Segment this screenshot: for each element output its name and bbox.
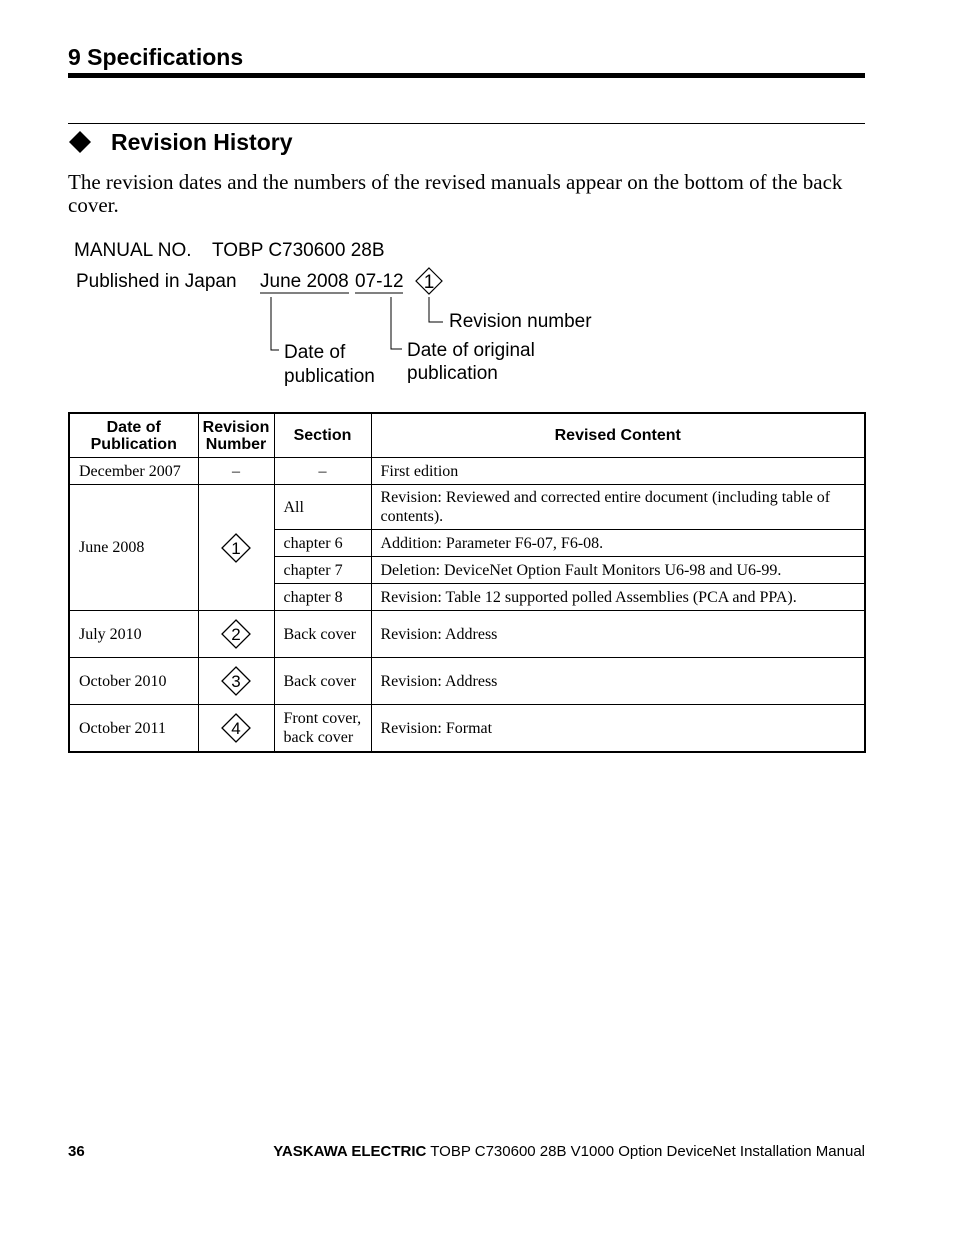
revision-cell [198,485,274,611]
intro-paragraph: The revision dates and the numbers of the revised manuals appear on the bottom of the back cover. [68,170,843,217]
section-cell: – [274,458,371,485]
content-cell: Deletion: DeviceNet Option Fault Monitors U6-98 and U6-99. [371,557,865,584]
revision-cell [198,611,274,658]
svg-text:1: 1 [231,538,241,558]
callout-line-pub-date [271,297,279,350]
table-row [69,658,865,705]
callout-date-original-1: Date of original [407,340,535,361]
footer-doc-title: TOBP C730600 28B V1000 Option DeviceNet Installation Manual [430,1143,865,1160]
section-cell: Front cover, back cover [274,705,371,753]
chapter-title: 9 Specifications [68,44,244,70]
manual-no-value: TOBP C730600 28B [212,240,385,261]
section-cell: Back cover [274,658,371,705]
table-row [69,705,865,753]
svg-text:4: 4 [231,719,241,738]
callout-date-original-2: publication [407,363,498,384]
callout-date-of-publication-1: Date of [284,342,346,363]
callout-line-orig-date [391,297,402,349]
revision-diamond-icon [221,619,251,649]
date-cell: July 2010 [69,611,198,658]
pub-date-example: June 2008 [260,271,349,292]
svg-text:3: 3 [231,672,241,691]
date-cell: October 2011 [69,705,198,753]
callout-date-of-publication-2: publication [284,366,375,387]
page-number: 36 [68,1143,85,1160]
section-cell: All [274,485,371,530]
footer-doc-info [273,1143,865,1160]
manual-number-diagram [0,0,954,400]
content-cell: Revision: Address [371,658,865,705]
content-cell: Revision: Format [371,705,865,753]
col-header-section: Section [274,413,371,458]
section-cell: chapter 7 [274,557,371,584]
content-cell: Revision: Table 12 supported polled Assemblies (PCA and PPA). [371,584,865,611]
table-header-row [69,413,865,458]
callout-line-revision [429,297,443,322]
content-cell: First edition [371,458,865,485]
date-cell: October 2010 [69,658,198,705]
revision-cell: – [198,458,274,485]
section-title: Revision History [111,129,293,155]
content-cell: Revision: Reviewed and corrected entire document (including table of contents). [371,485,865,530]
svg-text:2: 2 [231,625,241,644]
col-header-date: Date of Publication [69,413,198,458]
revision-cell [198,658,274,705]
table-row [69,611,865,658]
published-label: Published in Japan [76,271,237,292]
date-cell: June 2008 [69,485,198,611]
revision-cell [198,705,274,753]
table-row [69,458,865,485]
table-row [69,485,865,530]
content-cell: Addition: Parameter F6-07, F6-08. [371,530,865,557]
col-header-revision: Revision Number [198,413,274,458]
section-cell: Back cover [274,611,371,658]
content-cell: Revision: Address [371,611,865,658]
manual-no-label: MANUAL NO. [74,240,192,261]
revision-diamond-icon [221,713,251,743]
revision-diamond-icon [221,533,251,563]
rev-num-example: 1 [423,272,435,293]
orig-date-example: 07-12 [355,271,404,292]
callout-revision-number: Revision number [449,311,592,332]
section-cell: chapter 8 [274,584,371,611]
date-cell: December 2007 [69,458,198,485]
col-header-content: Revised Content [371,413,865,458]
section-cell: chapter 6 [274,530,371,557]
revision-diamond-icon [221,666,251,696]
revision-history-table [68,412,866,753]
footer-brand: YASKAWA ELECTRIC [273,1143,427,1160]
